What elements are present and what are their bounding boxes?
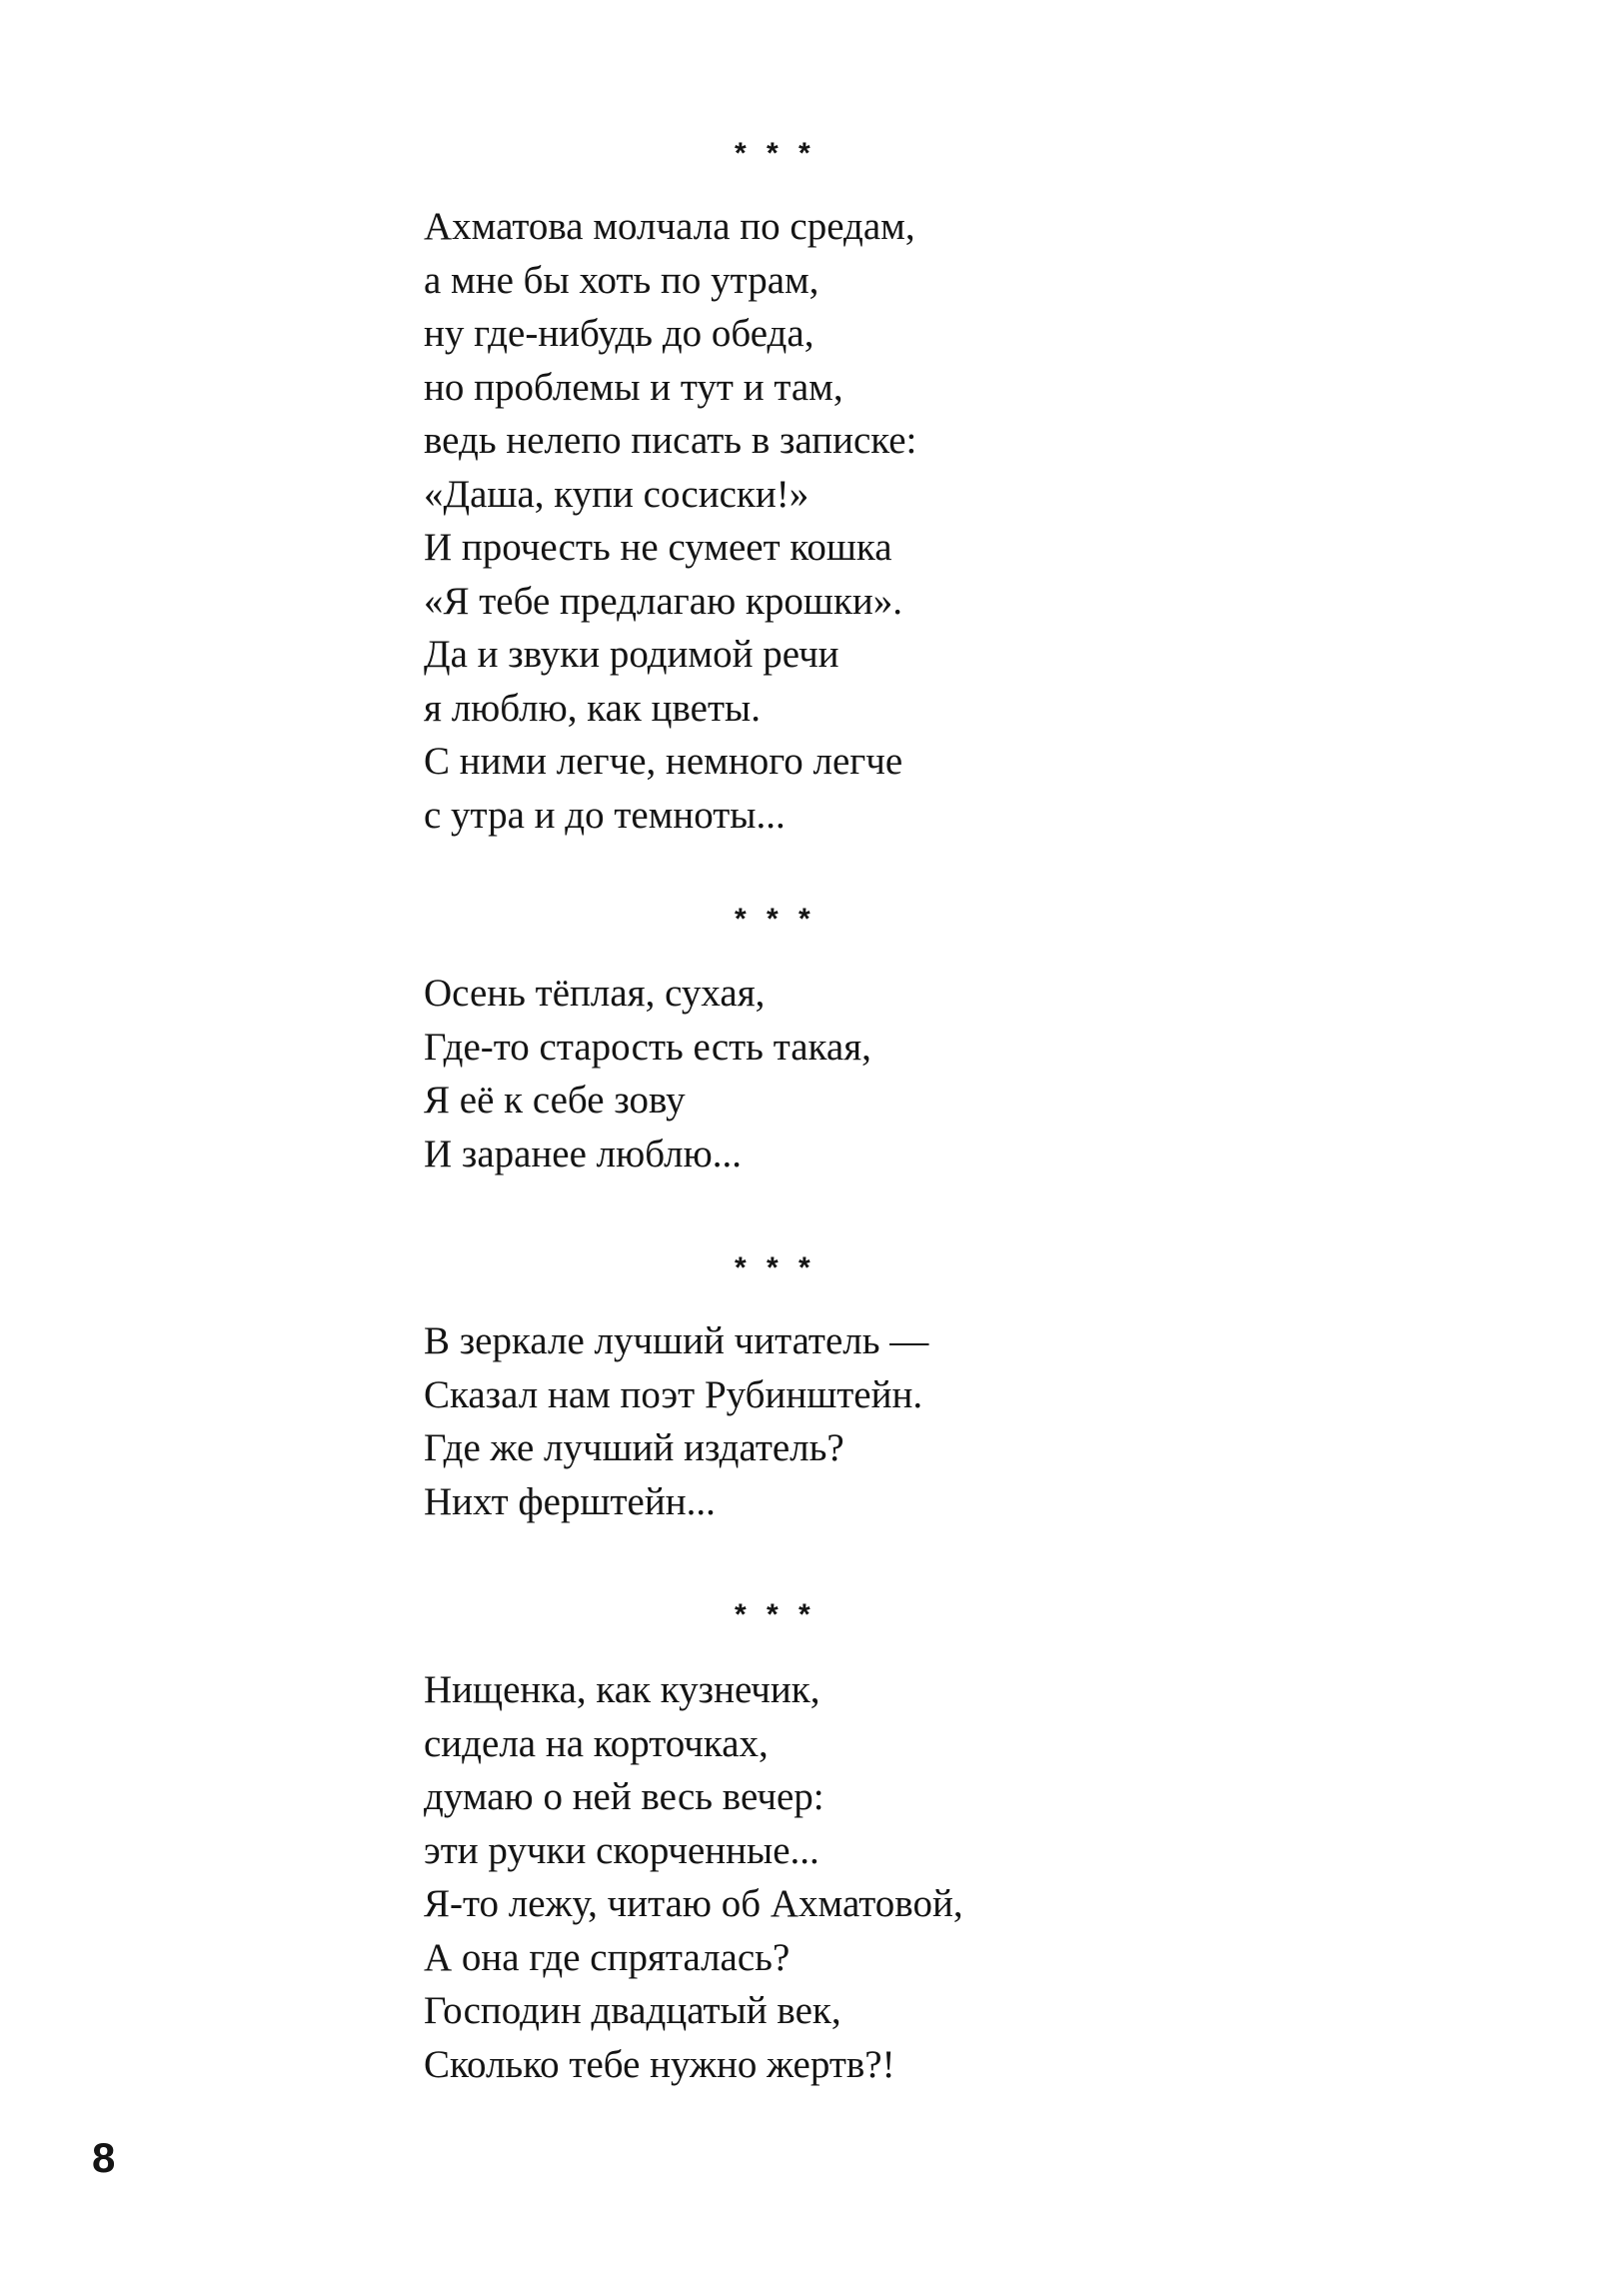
poem-line: Осень тёплая, сухая, — [424, 972, 766, 1015]
poem-line: Господин двадцатый век, — [424, 1989, 841, 2032]
section-separator: * * * — [735, 1251, 816, 1284]
poem-line: ведь нелепо писать в записке: — [424, 419, 917, 462]
poem-line: с утра и до темноты... — [424, 793, 786, 837]
poem-1 — [424, 200, 1323, 842]
poem-line: А она где спряталась? — [424, 1935, 791, 1979]
poem-line: Нищенка, как кузнечик, — [424, 1668, 820, 1711]
poem-line: я люблю, как цветы. — [424, 686, 761, 730]
poem-line: Нихт ферштейн... — [424, 1479, 716, 1523]
poem-line: Ахматова молчала по средам, — [424, 205, 915, 248]
poem-line: И заранее люблю... — [424, 1132, 742, 1175]
poem-line: С ними легче, немного легче — [424, 740, 903, 783]
poem-line: Сказал нам поэт Рубинштейн. — [424, 1372, 923, 1416]
poem-line: а мне бы хоть по утрам, — [424, 258, 819, 302]
poem-3 — [424, 1314, 1323, 1528]
section-separator: * * * — [735, 903, 816, 936]
poem-2 — [424, 967, 1323, 1180]
poem-line: В зеркале лучший читатель — — [424, 1319, 929, 1362]
poem-line: Да и звуки родимой речи — [424, 633, 839, 676]
section-separator: * * * — [735, 137, 816, 170]
poem-4 — [424, 1663, 1323, 2091]
section-separator: * * * — [735, 1598, 816, 1631]
poem-line: Я-то лежу, читаю об Ахматовой, — [424, 1882, 963, 1925]
poem-line: Где же лучший издатель? — [424, 1426, 844, 1469]
poem-line: думаю о ней весь вечер: — [424, 1775, 824, 1818]
poem-line: И прочесть не сумеет кошка — [424, 526, 892, 569]
poem-line: «Я тебе предлагаю крошки». — [424, 579, 903, 623]
poem-line: сидела на корточках, — [424, 1721, 769, 1765]
poem-line: эти ручки скорченные... — [424, 1828, 819, 1872]
poem-line: Я её к себе зову — [424, 1079, 686, 1122]
poem-line: «Даша, купи сосиски!» — [424, 472, 810, 516]
page-number: 8 — [92, 2134, 116, 2181]
poem-line: Где-то старость есть такая, — [424, 1025, 871, 1069]
poem-line: но проблемы и тут и там, — [424, 365, 843, 409]
poem-line: ну где-нибудь до обеда, — [424, 312, 814, 355]
poem-line: Сколько тебе нужно жертв?! — [424, 2042, 895, 2086]
